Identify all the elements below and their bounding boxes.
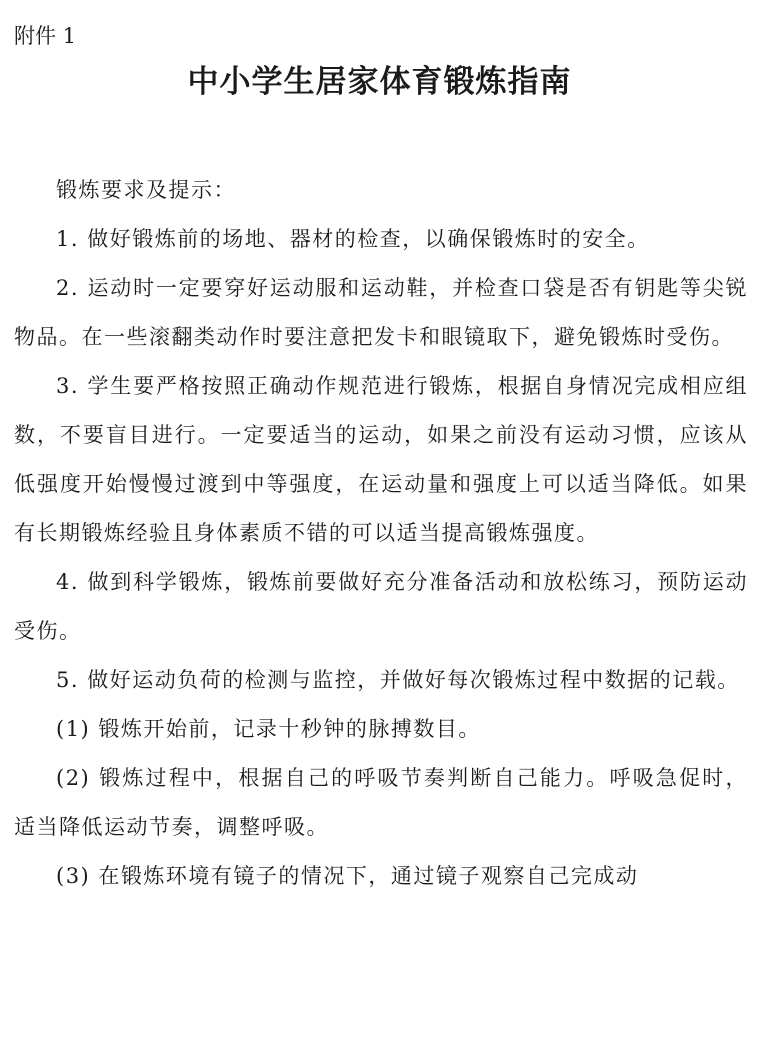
attachment-label: 附件 1 bbox=[14, 24, 77, 48]
paragraph-item-1: 1. 做好锻炼前的场地、器材的检查，以确保锻炼时的安全。 bbox=[56, 227, 650, 251]
paragraph-requirements-heading: 锻炼要求及提示： bbox=[56, 178, 236, 202]
document-body bbox=[14, 166, 748, 901]
paragraph-item-5: 5. 做好运动负荷的检测与监控，并做好每次锻炼过程中数据的记载。 bbox=[56, 668, 740, 692]
paragraph-subitem-2: (2) 锻炼过程中，根据自己的呼吸节奏判断自己能力。呼吸急促时，适当降低运动节奏，调整呼吸。 bbox=[14, 766, 748, 839]
paragraph-item-3: 3. 学生要严格按照正确动作规范进行锻炼，根据自身情况完成相应组数，不要盲目进行。一定要适当的运动，如果之前没有运动习惯，应该从低强度开始慢慢过渡到中等强度，在运动量和强度上可以适当降低。如果有长期锻炼经验且身体素质不错的可以适当提高锻炼强度。 bbox=[14, 374, 748, 545]
paragraph-subitem-1: (1) 锻炼开始前，记录十秒钟的脉搏数目。 bbox=[56, 717, 481, 741]
paragraph-item-2: 2. 运动时一定要穿好运动服和运动鞋，并检查口袋是否有钥匙等尖锐物品。在一些滚翻类动作时要注意把发卡和眼镜取下，避免锻炼时受伤。 bbox=[14, 276, 748, 349]
paragraph-item-4: 4. 做到科学锻炼，锻炼前要做好充分准备活动和放松练习，预防运动受伤。 bbox=[14, 570, 748, 643]
paragraph-subitem-3: (3) 在锻炼环境有镜子的情况下，通过镜子观察自己完成动 bbox=[56, 864, 639, 888]
document-title: 中小学生居家体育锻炼指南 bbox=[187, 64, 572, 100]
